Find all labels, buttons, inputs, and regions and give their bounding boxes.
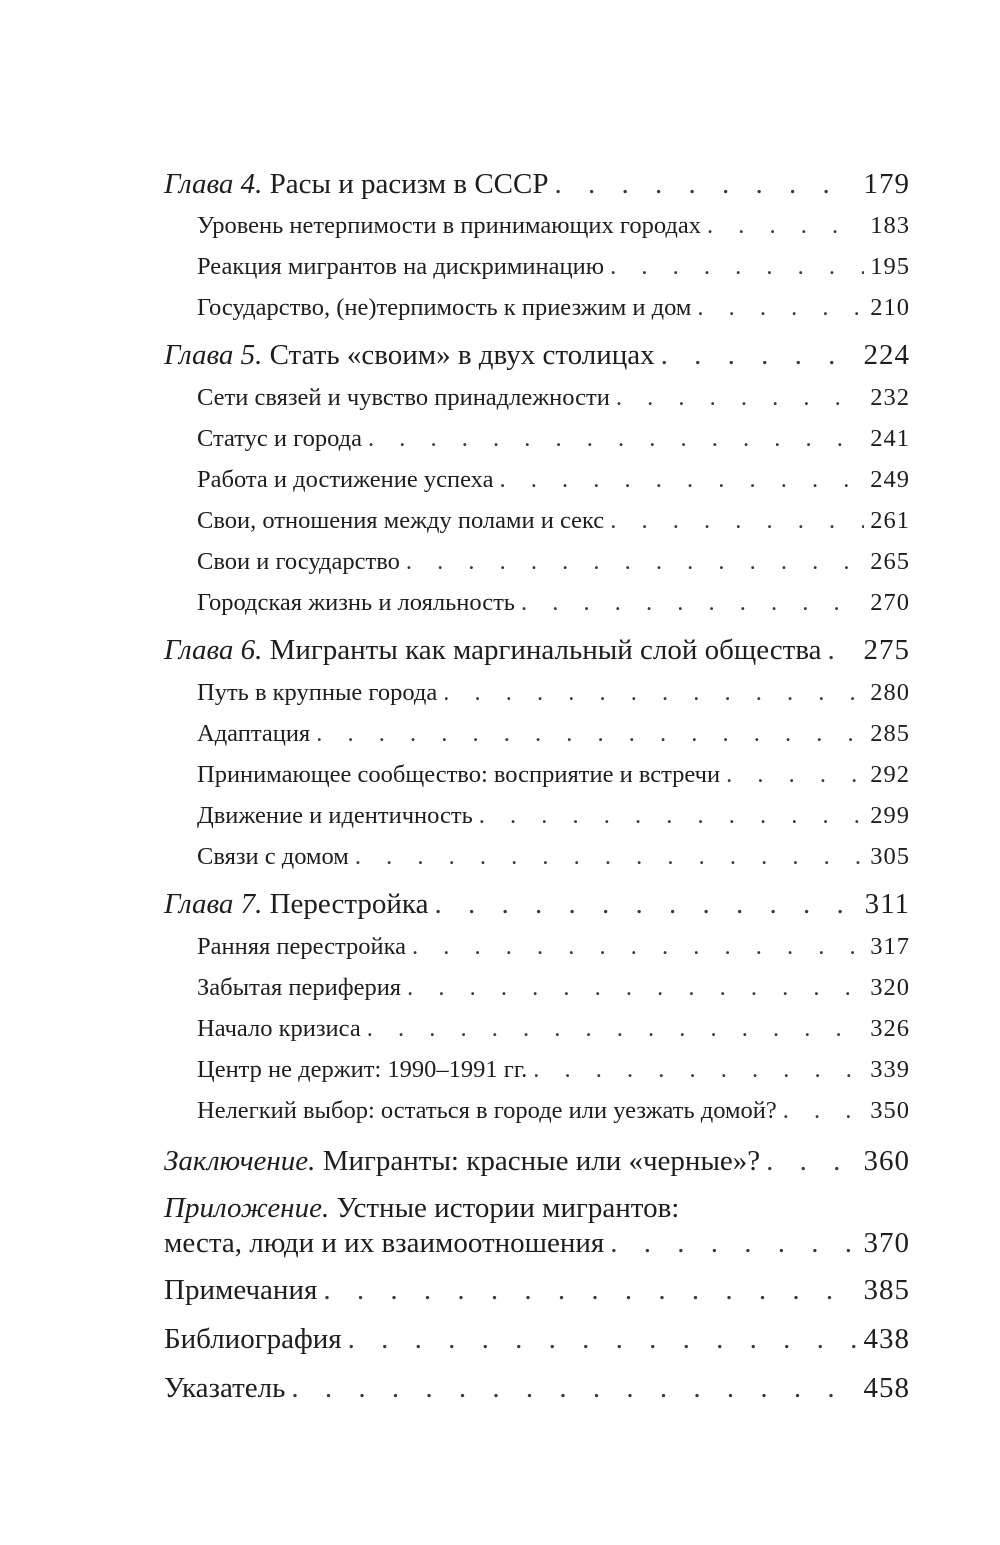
section-title: Движение и идентичность (197, 802, 473, 829)
dot-leader (323, 1274, 857, 1307)
page-number: 299 (870, 802, 910, 829)
chapter-prefix: Глава 5. (164, 339, 263, 371)
page-number: 224 (863, 339, 910, 371)
dot-leader (368, 425, 864, 453)
page-number: 370 (863, 1227, 910, 1259)
dot-leader (367, 1015, 864, 1043)
toc-section[interactable] (164, 679, 910, 707)
page-number: 311 (864, 888, 910, 920)
section-title: Нелегкий выбор: остаться в городе или уезжать домой? (197, 1097, 777, 1124)
toc-section[interactable] (164, 974, 910, 1002)
section-title: Центр не держит: 1990–1991 гг. (197, 1056, 528, 1083)
section-title: Адаптация (197, 720, 311, 747)
chapter-prefix: Заключение. (164, 1145, 316, 1177)
toc-section[interactable] (164, 843, 910, 871)
chapter-prefix: Приложение. (164, 1192, 330, 1224)
page-number: 292 (870, 761, 910, 788)
toc-section[interactable] (164, 720, 910, 748)
section-title: Статус и города (197, 425, 362, 452)
page-number: 183 (870, 212, 910, 239)
toc-section[interactable] (164, 933, 910, 961)
toc-section[interactable] (164, 212, 910, 240)
page-number: 326 (870, 1015, 910, 1042)
dot-leader (610, 507, 864, 535)
section-title: Государство, (не)терпимость к приезжим и дом (197, 294, 692, 321)
dot-leader (348, 1323, 858, 1356)
section-title: Свои, отношения между полами и секс (197, 507, 605, 534)
page-number: 195 (870, 253, 910, 280)
toc-chapter-7[interactable] (164, 888, 910, 921)
page-number: 280 (870, 679, 910, 706)
chapter-prefix: Глава 6. (164, 634, 263, 666)
toc-section[interactable] (164, 1097, 910, 1125)
page-number: 320 (870, 974, 910, 1001)
dot-leader (406, 548, 864, 576)
page-number: 232 (870, 384, 910, 411)
section-title: Принимающее сообщество: восприятие и встречи (197, 761, 721, 788)
toc-chapter-5[interactable] (164, 339, 910, 372)
chapter-title: Заключение. Мигранты: красные или «черные»? (164, 1145, 761, 1177)
chapter-prefix: Глава 4. (164, 168, 263, 200)
page-number: 270 (870, 589, 910, 616)
toc-section[interactable] (164, 802, 910, 830)
toc-section[interactable] (164, 253, 910, 281)
appendix-title-line2: места, люди и их взаимоотношения (164, 1227, 605, 1259)
toc-notes[interactable] (164, 1274, 910, 1307)
page-number: 261 (870, 507, 910, 534)
page-number: 285 (870, 720, 910, 747)
section-title: Ранняя перестройка (197, 933, 407, 960)
toc-index[interactable] (164, 1372, 910, 1405)
dot-leader (443, 679, 864, 707)
dot-leader (434, 888, 858, 921)
page-number: 241 (870, 425, 910, 452)
page-number: 458 (863, 1372, 910, 1404)
toc-section[interactable] (164, 548, 910, 576)
section-title: Забытая периферия (197, 974, 402, 1001)
page-number: 210 (870, 294, 910, 321)
chapter-title: Глава 6. Мигранты как маргинальный слой общества (164, 634, 822, 666)
dot-leader (707, 212, 864, 240)
dot-leader (412, 933, 864, 961)
page-number: 385 (863, 1274, 910, 1306)
page-number: 317 (870, 933, 910, 960)
toc-section[interactable] (164, 384, 910, 412)
page-number: 265 (870, 548, 910, 575)
section-title: Путь в крупные города (197, 679, 438, 706)
dot-leader (355, 843, 864, 871)
dot-leader (291, 1372, 857, 1405)
toc-section[interactable] (164, 589, 910, 617)
bibliography-title: Библиография (164, 1323, 342, 1355)
page-number: 249 (870, 466, 910, 493)
dot-leader (521, 589, 864, 617)
page-number: 179 (863, 168, 910, 200)
toc-section[interactable] (164, 1056, 910, 1084)
index-title: Указатель (164, 1372, 286, 1404)
dot-leader (828, 634, 858, 667)
dot-leader (726, 761, 864, 789)
dot-leader (499, 466, 864, 494)
section-title: Реакция мигрантов на дискриминацию (197, 253, 605, 280)
toc-conclusion[interactable] (164, 1145, 910, 1178)
toc-bibliography[interactable] (164, 1323, 910, 1356)
dot-leader (407, 974, 864, 1002)
page-number: 275 (863, 634, 910, 666)
toc-section[interactable] (164, 761, 910, 789)
dot-leader (661, 339, 858, 372)
toc-chapter-4[interactable] (164, 168, 910, 201)
page-number: 350 (870, 1097, 910, 1124)
toc-appendix[interactable] (164, 1227, 910, 1260)
dot-leader (766, 1145, 857, 1178)
toc-chapter-6[interactable] (164, 634, 910, 667)
page-number: 360 (863, 1145, 910, 1177)
section-title: Связи с домом (197, 843, 349, 870)
chapter-title: Глава 4. Расы и расизм в СССР (164, 168, 549, 200)
dot-leader (533, 1056, 864, 1084)
dot-leader (783, 1097, 864, 1125)
toc-section[interactable] (164, 466, 910, 494)
toc-section[interactable] (164, 1015, 910, 1043)
toc-appendix-line1[interactable] (164, 1192, 679, 1225)
page-number: 339 (870, 1056, 910, 1083)
dot-leader (610, 1227, 857, 1260)
chapter-title: Глава 7. Перестройка (164, 888, 429, 920)
page-number: 305 (870, 843, 910, 870)
section-title: Городская жизнь и лояльность (197, 589, 515, 616)
toc-section[interactable] (164, 294, 910, 322)
toc-section[interactable] (164, 425, 910, 453)
toc-section[interactable] (164, 507, 910, 535)
section-title: Свои и государство (197, 548, 400, 575)
dot-leader (697, 294, 864, 322)
section-title: Работа и достижение успеха (197, 466, 494, 493)
notes-title: Примечания (164, 1274, 318, 1306)
appendix-title-line1: Устные истории мигрантов: (336, 1192, 680, 1224)
section-title: Сети связей и чувство принадлежности (197, 384, 610, 411)
dot-leader (610, 253, 864, 281)
dot-leader (316, 720, 864, 748)
chapter-prefix: Глава 7. (164, 888, 263, 920)
dot-leader (554, 168, 857, 201)
dot-leader (616, 384, 864, 412)
page-number: 438 (863, 1323, 910, 1355)
dot-leader (479, 802, 864, 830)
chapter-title: Глава 5. Стать «своим» в двух столицах (164, 339, 655, 371)
section-title: Уровень нетерпимости в принимающих городах (197, 212, 701, 239)
section-title: Начало кризиса (197, 1015, 361, 1042)
